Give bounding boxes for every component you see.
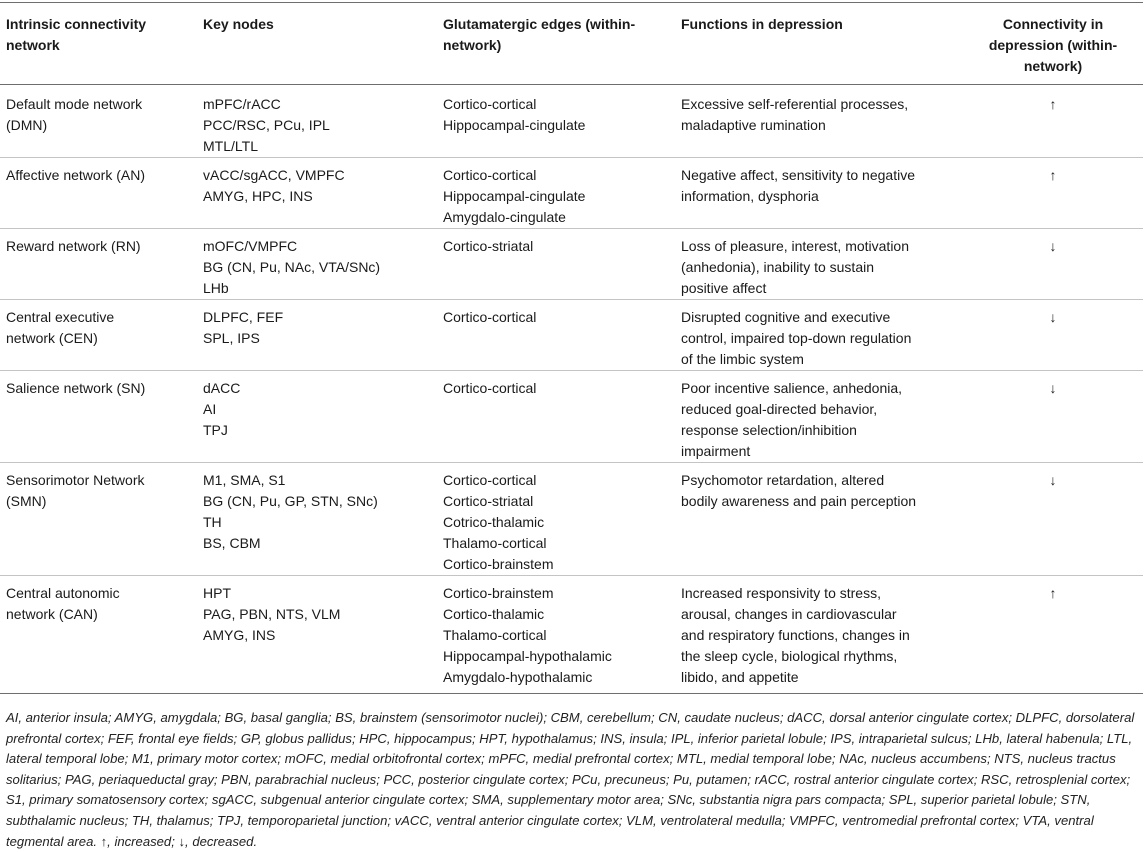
increase-arrow-icon: ↑	[1049, 585, 1057, 601]
cell-network: Sensorimotor Network (SMN)	[6, 472, 145, 509]
cell-connectivity	[963, 371, 1143, 463]
header-nodes: Key nodes	[203, 16, 274, 32]
cell-functions: Disrupted cognitive and executive control, impaired top-down regulation of the limbic system	[681, 309, 912, 367]
cell-connectivity	[963, 576, 1143, 694]
increase-arrow-icon: ↑	[1049, 167, 1057, 183]
cell-edges: Cortico-cortical Cortico-striatal Cotrico-thalamic Thalamo-cortical Cortico-brainstem	[443, 472, 554, 572]
cell-edges: Cortico-cortical Hippocampal-cingulate Amygdalo-cingulate	[443, 167, 586, 225]
cell-nodes: DLPFC, FEF SPL, IPS	[203, 309, 284, 346]
cell-edges: Cortico-cortical	[443, 380, 537, 396]
cell-edges: Cortico-striatal	[443, 238, 534, 254]
cell-nodes: M1, SMA, S1 BG (CN, Pu, GP, STN, SNc) TH BS, CBM	[203, 472, 378, 551]
header-connectivity: Connectivity in depression (within-network)	[988, 16, 1118, 74]
cell-functions: Negative affect, sensitivity to negative information, dysphoria	[681, 167, 915, 204]
decrease-arrow-icon: ↓	[1049, 309, 1057, 325]
header-network: Intrinsic connectivity network	[6, 16, 147, 53]
decrease-arrow-icon: ↓	[1049, 238, 1057, 254]
network-table	[0, 2, 1143, 694]
cell-functions: Increased responsivity to stress, arousal, changes in cardiovascular and respiratory functions, changes in the sleep cycle, biological rhythms, libido, and appetite	[681, 585, 910, 685]
cell-nodes: mOFC/VMPFC BG (CN, Pu, NAc, VTA/SNc) LHb	[203, 238, 381, 296]
cell-network: Default mode network (DMN)	[6, 96, 143, 133]
cell-nodes: mPFC/rACC PCC/RSC, PCu, IPL MTL/LTL	[203, 96, 330, 154]
cell-functions: Psychomotor retardation, altered bodily awareness and pain perception	[681, 472, 917, 509]
cell-edges: Cortico-cortical	[443, 309, 537, 325]
header-edges: Glutamatergic edges (within-network)	[443, 16, 636, 53]
decrease-arrow-icon: ↓	[1049, 472, 1057, 488]
cell-network: Salience network (SN)	[6, 380, 146, 396]
cell-functions: Excessive self-referential processes, maladaptive rumination	[681, 96, 909, 133]
cell-network: Central autonomic network (CAN)	[6, 585, 120, 622]
table-row	[0, 229, 1143, 300]
table-row	[0, 158, 1143, 229]
cell-edges: Cortico-brainstem Cortico-thalamic Thalamo-cortical Hippocampal-hypothalamic Amygdalo-hypothalamic	[443, 585, 612, 685]
header-row	[0, 3, 1143, 85]
table-footnote: AI, anterior insula; AMYG, amygdala; BG, basal ganglia; BS, brainstem (sensorimotor nuclei); CBM, cerebellum; CN, caudate nucleus; dACC, dorsal anterior cingulate cortex; DLPFC, dorsolateral prefrontal cortex; FEF, frontal eye fields; GP, globus pallidus; HPC, hippocampus; HPT, hypothalamus; INS, insula; IPL, inferior parietal lobule; IPS, intraparietal sulcus; LHb, lateral habenula; LTL, lateral temporal lobe; M1, primary motor cortex; mOFC, medial orbitofrontal cortex; mPFC, medial prefrontal cortex; MTL, medial temporal lobe; NAc, nucleus accumbens; NTS, nucleus tractus solitarius; PAG, periaqueductal gray; PBN, parabrachial nucleus; PCC, posterior cingulate cortex; PCu, precuneus; Pu, putamen; rACC, rostral anterior cingulate cortex; RSC, retrosplenial cortex; S1, primary somatosensory cortex; sgACC, subgenual anterior cingulate cortex; SMA, supplementary motor area; SNc, substantia nigra pars compacta; SPL, superior parietal lobule; STN, subthalamic nucleus; TH, thalamus; TPJ, temporoparietal junction; vACC, ventral anterior cingulate cortex; VLM, ventrolateral medulla; VMPFC, ventromedial prefrontal cortex; VTA, ventral tegmental area. ↑, increased; ↓, decreased.	[6, 710, 1135, 849]
table-row	[0, 371, 1143, 463]
cell-network: Affective network (AN)	[6, 167, 146, 183]
decrease-arrow-icon: ↓	[1049, 380, 1057, 396]
cell-connectivity	[963, 300, 1143, 371]
cell-connectivity	[963, 229, 1143, 300]
cell-nodes: dACC AI TPJ	[203, 380, 241, 438]
cell-connectivity	[963, 463, 1143, 576]
cell-nodes: HPT PAG, PBN, NTS, VLM AMYG, INS	[203, 585, 341, 643]
header-functions: Functions in depression	[681, 16, 843, 32]
cell-network: Reward network (RN)	[6, 238, 141, 254]
cell-functions: Poor incentive salience, anhedonia, reduced goal-directed behavior, response selection/inhibition impairment	[681, 380, 903, 459]
cell-connectivity	[963, 158, 1143, 229]
cell-nodes: vACC/sgACC, VMPFC AMYG, HPC, INS	[203, 167, 345, 204]
increase-arrow-icon: ↑	[1049, 96, 1057, 112]
table-row	[0, 463, 1143, 576]
table-row	[0, 576, 1143, 694]
cell-edges: Cortico-cortical Hippocampal-cingulate	[443, 96, 586, 133]
cell-connectivity	[963, 85, 1143, 158]
cell-network: Central executive network (CEN)	[6, 309, 115, 346]
table-row	[0, 300, 1143, 371]
table-row	[0, 85, 1143, 158]
cell-functions: Loss of pleasure, interest, motivation (anhedonia), inability to sustain positive affect	[681, 238, 910, 296]
